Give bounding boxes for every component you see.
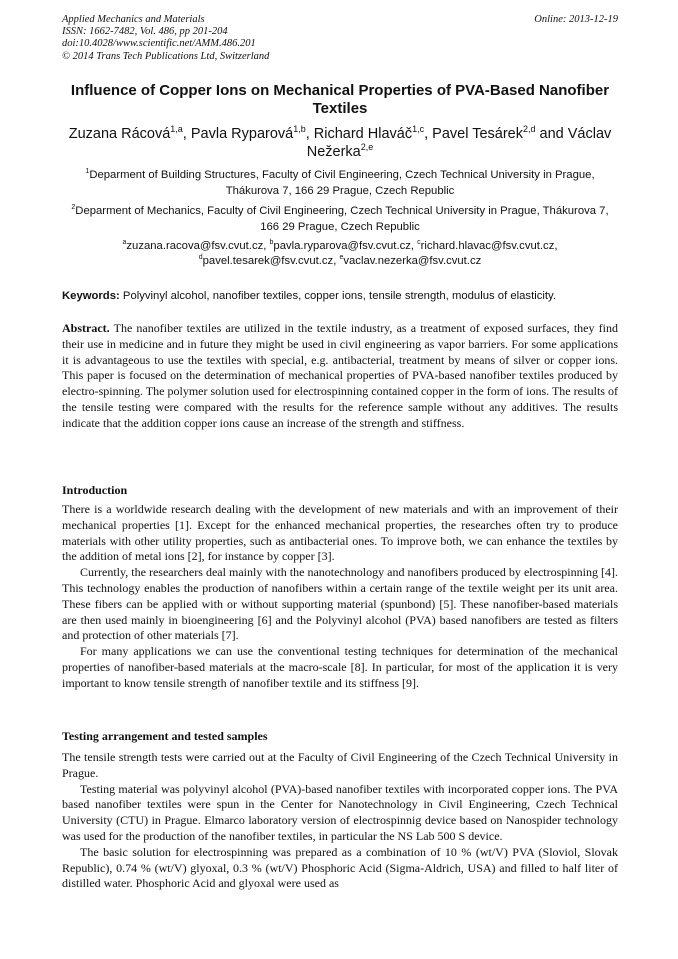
journal-header: [62, 14, 618, 63]
issn-line: ISSN: 1662-7482, Vol. 486, pp 201-204: [62, 26, 228, 38]
abstract-label: Abstract.: [62, 321, 110, 335]
introduction-body: [62, 502, 618, 692]
abstract: [62, 321, 618, 432]
author-separator: ,: [424, 126, 433, 142]
testing-body: [62, 750, 618, 892]
affiliation-1: [62, 167, 618, 199]
author-affiliation-mark: 2,d: [522, 124, 536, 135]
email-mark: a: [122, 239, 127, 247]
paragraph: The basic solution for electrospinning was prepared as a combination of 10 % (wt/V) PVA (Sloviol, Slovak Republic), 0.74 % (wt/V) glyoxal, 0.3 % (wt/V) Phosphoric Acid (Sigma-Aldrich, USA) and filled to half liter of distilled water. Phosphoric Acid and glyoxal were used as: [62, 844, 618, 891]
author-affiliation-mark: 1,b: [293, 124, 306, 135]
online-date: Online: 2013-12-19: [534, 14, 618, 25]
affiliation-text: Deparment of Building Structures, Faculty of Civil Engineering, Czech Technical University in Prague, Thákurova 7, 166 29 Prague, Czech Republic: [89, 169, 595, 197]
author-separator: and: [535, 126, 568, 142]
author-separator: ,: [182, 126, 191, 142]
paragraph: Currently, the researchers deal mainly with the nanotechnology and nanofibers produced by electrospinning [4]. This technology enables the production of nanofibers within a certain range of the textile weight per its unit area. These fibers can be applied with or without supporting material (spunbond) [5]. These nanofiber-based materials are then used mainly in bioengineering [6] and the Polyvinyl alcohol (PVA) based nanofibers are tested as filters and protection of other materials [7].: [62, 565, 618, 643]
email-mark: c: [417, 239, 421, 247]
email-list: [62, 239, 618, 269]
affiliation-mark: 1: [85, 168, 90, 176]
author-name: Pavel Tesárek: [432, 126, 523, 142]
author-name: Pavla Ryparová: [190, 126, 294, 142]
email-mark: e: [339, 254, 344, 262]
author-list: [62, 125, 618, 161]
author-affiliation-mark: 2,e: [360, 142, 374, 153]
email-address: pavel.tesarek@fsv.cvut.cz,: [202, 255, 340, 267]
paragraph: There is a worldwide research dealing with the development of new materials and with an improvement of their mechanical properties [1]. Except for the enhanced mechanical properties, the researches often try to produce materials with other utility properties, such as antibacterial ones. To improve both, we can enhance the textiles by the addition of metal ions [2], for instance by copper [3].: [62, 502, 618, 564]
journal-name: Applied Mechanics and Materials: [62, 14, 205, 25]
copyright-line: © 2014 Trans Tech Publications Ltd, Switzerland: [62, 50, 270, 62]
keywords-line: [62, 289, 618, 304]
author-affiliation-mark: 1,c: [412, 124, 425, 135]
testing-heading: Testing arrangement and tested samples: [62, 729, 268, 743]
author-name: Richard Hlaváč: [313, 126, 413, 142]
keywords-label: Keywords:: [62, 290, 120, 302]
author-name: Václav Nežerka: [306, 126, 612, 160]
paragraph: For many applications we can use the conventional testing techniques for determination of the mechanical properties of nanofiber-based materials at the macro-scale [8]. In particular, for most of the application it is very important to know tensile strength of nanofiber textile and its stiffness [9].: [62, 644, 618, 690]
email-address: vaclav.nezerka@fsv.cvut.cz: [343, 255, 482, 267]
affiliation-2: [62, 203, 618, 235]
abstract-text: The nanofiber textiles are utilized in the textile industry, as a treatment of exposed surfaces, they find their use in medicine and in future they might be used in civil engineering as vapor barriers. For some applications it is advantageous to use the textiles with special, e.g. antibacterial, treatment by means of silver or copper ions. This paper is focused on the determination of mechanical properties of PVA-based nanofiber textiles produced by electro-spinning. The polymer solution used for electrospinning contained copper in the form of ions. The results of the tensile testing were compared with the results for the reference sample without any additives. The results indicate that the addition copper ions cause an increase of the strength and stiffness.: [62, 321, 618, 430]
paragraph: The tensile strength tests were carried out at the Faculty of Civil Engineering of the Czech Technical University in Prague.: [62, 750, 618, 780]
author-separator: ,: [305, 126, 314, 142]
doi-line: doi:10.4028/www.scientific.net/AMM.486.201: [62, 38, 256, 50]
keywords-text: Polyvinyl alcohol, nanofiber textiles, copper ions, tensile strength, modulus of elasticity.: [122, 290, 556, 302]
email-address: pavla.ryparova@fsv.cvut.cz,: [273, 240, 418, 252]
email-address: zuzana.racova@fsv.cvut.cz,: [126, 240, 270, 252]
author-name: Zuzana Rácová: [68, 126, 171, 142]
paragraph: Testing material was polyvinyl alcohol (PVA)-based nanofiber textiles with incorporated copper ions. The PVA based nanofiber textiles were spun in the Center for Nanotechnology in Civil Engineering, Czech Technical University (CTU) in Prague. Elmarco laboratory version of electrospinnig device based on Nanospider technology was used for the production of the nanofiber textiles, in particular the NS Lab 500 S device.: [62, 781, 618, 843]
email-address: richard.hlavac@fsv.cvut.cz,: [420, 240, 558, 252]
introduction-heading: Introduction: [62, 483, 128, 497]
paper-title: Influence of Copper Ions on Mechanical Properties of PVA-Based Nanofiber Textiles: [70, 82, 610, 117]
affiliation-mark: 2: [71, 204, 76, 212]
author-affiliation-mark: 1,a: [170, 124, 183, 135]
email-mark: d: [198, 254, 203, 262]
email-mark: b: [269, 239, 274, 247]
affiliation-text: Deparment of Mechanics, Faculty of Civil Engineering, Czech Technical University in Prague, Thákurova 7, 166 29 Prague, Czech Republic: [75, 205, 609, 233]
